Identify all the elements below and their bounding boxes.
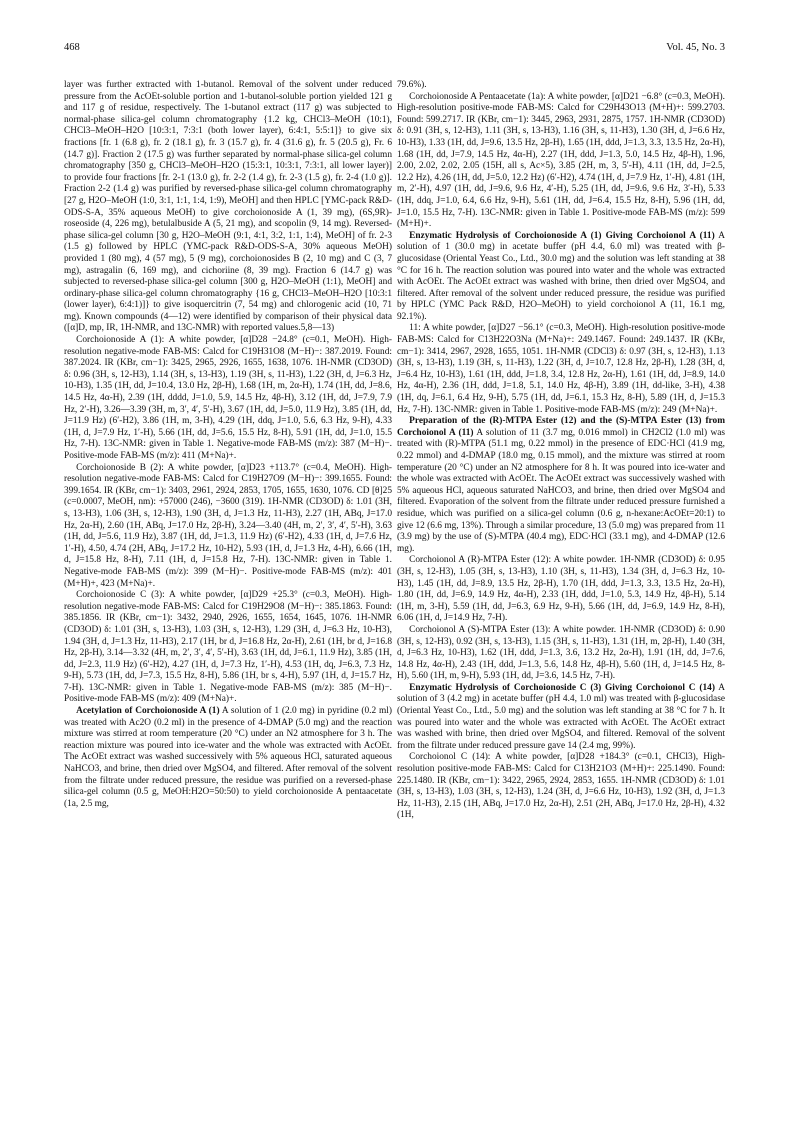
section-heading: Enzymatic Hydrolysis of Corchoionoside C (3) Giving Corchoionol C (14) xyxy=(409,682,715,693)
paragraph xyxy=(64,80,392,335)
paragraph-text: A solution of 11 (3.7 mg, 0.016 mmol) in CH2Cl2 (1.0 ml) was treated with (R)-MTPA (51.1 mg, 0.22 mmol) in the presence of EDC·HCl (41.9 mg, 0.22 mmol) and 4-DMAP (18.0 mg, 0.15 mmol), and the mixture was stirred at room temperature (20 °C) under an N2 atmosphere for 8 h. It was poured into ice-water and the whole was extracted with AcOEt. The AcOEt extract was successively washed with 5% aqueous HCl, aqueous saturated NaHCO3, and brine, then dried over MgSO4 and filtered. Evaporation of the solvent from the filtrate under reduced pressure furnished a residue, which was purified on a silica-gel column (0.6 g, n-hexane:AcOEt=20:1) to give 12 (6.6 mg, 13%). Through a similar procedure, 13 (5.0 mg) was prepared from 11 (3.9 mg) by the use of (S)-MTPA (40.4 mg), EDC·HCl (33.1 mg), and 4-DMAP (12.6 mg). xyxy=(397,427,725,554)
paragraph-text: Corchoionol A (R)-MTPA Ester (12): A white powder. 1H-NMR (CD3OD) δ: 0.95 (3H, s, 12-H3), 1.05 (3H, s, 13-H3), 1.10 (3H, s, 11-H3), 1.34 (3H, d, J=6.3 Hz, 10-H3), 1.45 (1H, dd, J=8.9, 13.5 Hz, 2β-H), 1.70 (1H, ddd, J=1.3, 3.3, 13.5 Hz, 2α-H), 1.80 (1H, dd, J=6.9, 14.9 Hz, 4α-H), 2.33 (1H, ddd, J=1.0, 5.3, 14.9 Hz, 4β-H), 5.14 (1H, m, 3-H), 5.59 (1H, dd, J=6.3, 6.9 Hz, 9-H), 5.66 (1H, dd, J=6.9, 14.9 Hz, 8-H), 6.06 (1H, d, J=14.9 Hz, 7-H). xyxy=(397,555,725,624)
paragraph xyxy=(64,706,392,810)
paragraph xyxy=(64,335,392,463)
paragraph-text: A solution of 1 (2.0 mg) in pyridine (0.2 ml) was treated with Ac2O (0.2 ml) in the presence of 4-DMAP (5.0 mg) and the reaction mixture was stirred at room temperature (20 °C) under an N2 atmosphere for 3 h. The reaction mixture was poured into ice-water and the whole was extracted with AcOEt. The AcOEt extract was washed successively with 5% aqueous HCl, saturated aqueous NaHCO3, and brine, then dried over MgSO4, and filtered. After removal of the solvent from the filtrate under reduced pressure, the residue was purified on a reversed-phase silica-gel column (0.5 g, MeOH:H2O=50:50) to yield corchoionoside A pentaacetate (1a, 2.5 mg, xyxy=(64,706,392,809)
paragraph-text: Corchoionol C (14): A white powder, [α]D28 +184.3° (c=0.1, CHCl3), High-resolution positive-mode FAB-MS: Calcd for C13H21O3 (M+H)+: 225.1490. Found: 225.1480. IR (KBr, cm−1): 3422, 2965, 2924, 2853, 1655. 1H-NMR (CD3OD) δ: 1.01 (3H, s, 13-H3), 1.03 (3H, s, 12-H3), 1.24 (3H, d, J=6.6 Hz, 10-H3), 1.92 (3H, d, J=1.3 Hz, 11-H3), 2.15 (1H, ABq, J=17.0 Hz, 2α-H), 2.51 (2H, ABq, J=17.0 Hz, 2β-H), 4.32 (1H, xyxy=(397,752,725,821)
paragraph-text: layer was further extracted with 1-butanol. Removal of the solvent under reduced pressure from the AcOEt-soluble portion and 1-butanol-soluble portion yielded 121 g and 117 g of residue, respectively. The 1-butanol extract (117 g) was subjected to normal-phase silica-gel column chromatography {1.2 kg, CHCl3–MeOH (10:1), CHCl3–MeOH–H2O [10:3:1, 7:3:1 (both lower layer), 6:4:1, 5:5:1]} to give six fractions [fr. 1 (6.8 g), fr. 2 (18.1 g), fr. 3 (15.7 g), fr. 4 (31.6 g), fr. 5 (20.5 g), Fr. 6 (14.7 g)]. Fraction 2 (17.5 g) was further separated by normal-phase silica-gel column chromatography [350 g, CHCl3–MeOH–H2O (15:3:1, 10:3:1, 7:3:1, all lower layer)] to provide four fractions [fr. 2-1 (13.0 g), fr. 2-2 (1.4 g), fr. 2-3 (1.5 g), fr. 2-4 (1.0 g)]. Fraction 2-2 (1.4 g) was purified by reversed-phase silica-gel column chromatography [27 g, H2O–MeOH (1:0, 3:1, 1:1, 1:4, 1:9), MeOH] and then HPLC [YMC-pack R&D-ODS-S-A, 35% aqueous MeOH) to give corchoionoside A (1, 39 mg), (6S,9R)-roseoside (4, 226 mg), betulalbuside A (5, 21 mg), and scopolin (9, 14 mg). Reversed-phase silica-gel column [30 g, H2O–MeOH (9:1, 4:1, 3:2, 1:1, 1:4), MeOH] of fr. 2-3 (1.5 g) followed by HPLC (YMC-pack R&D-ODS-S-A, 30% aqueous MeOH) provided 1 (80 mg), 4 (57 mg), 5 (9 mg), corchoionosides B (2, 10 mg) and C (3, 7 mg), astragalin (6, 169 mg), and cichoriine (8, 39 mg). Fraction 6 (14.7 g) was subjected to reversed-phase silica-gel column [300 g, H2O–MeOH (1:1), MeOH] and ordinary-phase silica-gel column chromatography {16 g, CHCl3–MeOH–H2O [10:3:1 (lower layer), 6:4:1)]} to give isoquercitrin (7, 54 mg) and chlorogenic acid (10, 71 mg). Known compounds (4—12) were identified by comparison of their physical data ([α]D, mp, IR, 1H-NMR, and 13C-NMR) with reported values.5,8—13) xyxy=(64,80,392,334)
paragraph xyxy=(64,463,392,591)
paragraph-text: Corchoionoside A (1): A white powder, [α]D28 −24.8° (c=0.1, MeOH). High-resolution negative-mode FAB-MS: Calcd for C19H31O8 (M−H)−: 387.2019. Found: 387.2024. IR (KBr, cm−1): 3425, 2965, 2926, 1655, 1638, 1076. 1H-NMR (CD3OD) δ: 0.96 (3H, s, 12-H3), 1.14 (3H, s, 13-H3), 1.19 (3H, s, 11-H3), 1.22 (3H, d, J=6.3 Hz, 10-H3), 1.35 (1H, dd, J=10.4, 13.0 Hz, 2β-H), 1.68 (1H, m, 2α-H), 1.74 (1H, dd, J=8.6, 14.5 Hz, 4α-H), 2.39 (1H, dddd, J=1.0, 5.9, 14.5 Hz, 4β-H), 3.12 (1H, dd, J=7.9, 7.9 Hz, 2′-H), 3.26—3.39 (3H, m, 3′, 4′, 5′-H), 3.67 (1H, dd, J=5.0, 11.9 Hz), 3.85 (1H, dd, J=11.9 Hz) (6′-H2), 3.86 (1H, m, 3-H), 4.29 (1H, ddq, J=1.0, 5.6, 6.3 Hz, 9-H), 4.33 (1H, d, J=7.9 Hz, 1′-H), 5.66 (1H, dd, J=5.6, 15.5 Hz, 8-H), 5.91 (1H, dd, J=1.0, 15.5 Hz, 7-H). 13C-NMR: given in Table 1. Negative-mode FAB-MS (m/z): 387 (M−H)−. Positive-mode FAB-MS (m/z): 411 (M+Na)+. xyxy=(64,335,392,461)
paragraph xyxy=(397,555,725,625)
paragraph xyxy=(397,416,725,555)
left-column xyxy=(64,80,392,810)
paragraph xyxy=(397,752,725,822)
section-heading: Enzymatic Hydrolysis of Corchoionoside A (1) Giving Corchoionol A (11) xyxy=(409,230,715,241)
section-heading: Acetylation of Corchoionoside A (1) xyxy=(76,706,220,717)
paragraph-text: Corchoionoside A Pentaacetate (1a): A white powder, [α]D21 −6.8° (c=0.3, MeOH). High-resolution positive-mode FAB-MS: Calcd for C29H43O13 (M+H)+: 599.2703. Found: 599.2717. IR (KBr, cm−1): 3445, 2963, 2931, 2875, 1757. 1H-NMR (CD3OD) δ: 0.91 (3H, s, 12-H3), 1.11 (3H, s, 13-H3), 1.16 (3H, s, 11-H3), 1.30 (3H, d, J=6.6 Hz, 10-H3), 1.33 (1H, dd, J=9.6, 13.5 Hz, 2β-H), 1.65 (1H, ddd, J=1.3, 3.3, 13.5 Hz, 2α-H), 1.68 (1H, dd, J=7.9, 14.5 Hz, 4α-H), 2.27 (1H, ddd, J=1.3, 5.0, 14.5 Hz, 4β-H), 1.96, 2.00, 2.02, 2.02, 2.05 (15H, all s, Ac×5), 3.85 (2H, m, 3, 5′-H), 4.11 (1H, dd, J=2.5, 12.2 Hz), 4.26 (1H, dd, J=5.0, 12.2 Hz) (6′-H2), 4.74 (1H, d, J=7.9 Hz, 1′-H), 4.81 (1H, m, 2′-H), 4.97 (1H, dd, J=9.6, 9.6 Hz, 4′-H), 5.25 (1H, dd, J=9.6, 9.6 Hz, 3′-H), 5.33 (1H, ddq, J=1.0, 6.4, 6.6 Hz, 9-H), 5.61 (1H, dd, J=6.4, 15.5 Hz, 8-H), 5.96 (1H, dd, J=1.0, 15.5 Hz, 7-H). 13C-NMR: given in Table 1. Positive-mode FAB-MS (m/z): 599 (M+H)+. xyxy=(397,91,725,230)
paragraph xyxy=(397,231,725,324)
page-number: 468 xyxy=(64,42,80,53)
paragraph-text: Corchoionol A (S)-MTPA Ester (13): A white powder. 1H-NMR (CD3OD) δ: 0.90 (3H, s, 12-H3), 0.92 (3H, s, 13-H3), 1.15 (3H, s, 11-H3), 1.31 (1H, m, 2β-H), 1.40 (3H, d, J=6.3 Hz, 10-H3), 1.62 (1H, ddd, J=1.3, 3.6, 13.2 Hz, 2α-H), 1.91 (1H, dd, J=7.6, 14.8 Hz, 4α-H), 2.43 (1H, ddd, J=1.3, 5.6, 14.8 Hz, 4β-H), 5.60 (1H, d, J=14.5 Hz, 8-H), 5.60 (1H, m, 9-H), 5.93 (1H, dd, J=3.6, 14.5 Hz, 7-H). xyxy=(397,624,725,682)
paragraph-text: A solution of 3 (4.2 mg) in acetate buffer (pH 4.4, 1.0 ml) was treated with β-glucosidase (Oriental Yeast Co., Ltd., 5.0 mg) and the solution was left standing at 38 °C for 7 h. It was poured into water and the whole was extracted with AcOEt. The AcOEt extract was washed with brine, then dried over MgSO4, and filtered. Removal of the solvent from the filtrate under reduced pressure gave 14 (2.4 mg, 99%). xyxy=(397,682,725,751)
journal-volume: Vol. 45, No. 3 xyxy=(666,42,725,53)
paragraph xyxy=(397,625,725,683)
paragraph-text: 11: A white powder, [α]D27 −56.1° (c=0.3, MeOH). High-resolution positive-mode FAB-MS: Calcd for C13H22O3Na (M+Na)+: 249.1467. Found: 249.1437. IR (KBr, cm−1): 3414, 2967, 2928, 1655, 1051. 1H-NMR (CDCl3) δ: 0.97 (3H, s, 12-H3), 1.13 (3H, s, 13-H3), 1.19 (3H, s, 11-H3), 1.22 (3H, d, J=10.7, 12.8 Hz, 2β-H), 1.28 (3H, d, J=6.4 Hz, 10-H3), 1.61 (1H, ddd, J=1.8, 3.4, 12.8 Hz, 2α-H), 1.61 (1H, dd, J=8.9, 14.0 Hz, 4α-H), 2.36 (1H, ddd, J=1.8, 5.1, 14.0 Hz, 4β-H), 3.89 (1H, dd-like, 3-H), 4.38 (1H, dq, J=6.1, 6.4 Hz, 9-H), 5.75 (1H, dd, J=6.1, 15.3 Hz, 8-H), 5.89 (1H, d, J=15.3 Hz, 7-H). 13C-NMR: given in Table 1. Positive-mode FAB-MS (m/z): 249 (M+Na)+. xyxy=(397,323,725,415)
paragraph-text: A solution of 1 (30.0 mg) in acetate buffer (pH 4.4, 6.0 ml) was treated with β-glucosidase (Oriental Yeast Co., Ltd., 30.0 mg) and the solution was left standing at 38 °C for 16 h. The reaction solution was poured into water and the whole was extracted with AcOEt. The AcOEt extract was washed with brine, then dried over MgSO4, and filtered. After removal of the solvent under reduced pressure, the residue was purified by HPLC (YMC Pack R&D, H2O–MeOH) to yield corchoionol A (11, 16.1 mg, 92.1%). xyxy=(397,230,725,322)
section-heading: Preparation of the (R)-MTPA Ester (12) and the (S)-MTPA Ester (13) from Corchoionol A (11) xyxy=(397,416,725,438)
paragraph xyxy=(397,80,725,92)
paragraph xyxy=(397,323,725,416)
paragraph-text: Corchoionoside B (2): A white powder, [α]D23 +113.7° (c=0.4, MeOH). High-resolution negative-mode FAB-MS: Calcd for C19H27O9 (M−H)−: 399.1655. Found: 399.1654. IR (KBr, cm−1): 3403, 2961, 2924, 2853, 1705, 1655, 1630, 1076. CD [θ]25 (c=0.0007, MeOH, nm): +57000 (246), −3600 (319). 1H-NMR (CD3OD) δ: 1.01 (3H, s, 13-H3), 1.06 (3H, s, 12-H3), 1.90 (3H, d, J=1.3 Hz, 11-H3), 2.27 (1H, ABq, J=17.0 Hz, 2α-H), 2.60 (1H, ABq, J=17.0 Hz, 2β-H), 3.24—3.40 (4H, m, 2′, 3′, 4′, 5′-H), 3.63 (1H, dd, J=5.6, 11.9 Hz), 3.87 (1H, dd, J=1.3, 11.9 Hz) (6′-H2), 4.33 (1H, d, J=7.6 Hz, 1′-H), 4.50, 4.74 (2H, ABq, J=17.2 Hz, 10-H2), 5.93 (1H, d, J=1.3 Hz, 4-H), 6.66 (1H, d, J=15.8 Hz, 8-H), 7.11 (1H, d, J=15.8 Hz, 7-H). 13C-NMR: given in Table 1. Negative-mode FAB-MS (m/z): 399 (M−H)−. Positive-mode FAB-MS (m/z): 401 (M+H)+, 423 (M+Na)+. xyxy=(64,462,392,589)
paragraph-text: 79.6%). xyxy=(397,80,427,90)
paragraph xyxy=(397,92,725,231)
paragraph xyxy=(397,683,725,753)
paragraph-text: Corchoionoside C (3): A white powder, [α]D29 +25.3° (c=0.3, MeOH). High-resolution negative-mode FAB-MS: Calcd for C19H29O8 (M−H)−: 385.1863. Found: 385.1856. IR (KBr, cm−1): 3432, 2940, 2926, 1655, 1654, 1645, 1076. 1H-NMR (CD3OD) δ: 1.01 (3H, s, 13-H3), 1.03 (3H, s, 12-H3), 1.29 (3H, d, J=6.3 Hz, 10-H3), 1.94 (3H, d, J=1.3 Hz, 11-H3), 2.17 (1H, br d, J=16.8 Hz, 2α-H), 2.61 (1H, br d, J=16.8 Hz, 2β-H), 3.14—3.32 (4H, m, 2′, 3′, 4′, 5′-H), 3.63 (1H, dd, J=6.1, 11.9 Hz), 3.85 (1H, dd, J=2.3, 11.9 Hz) (6′-H2), 4.27 (1H, d, J=7.3 Hz, 1′-H), 4.53 (1H, dq, J=6.3, 7.3 Hz, 9-H), 5.73 (1H, dd, J=7.3, 15.5 Hz, 8-H), 5.86 (1H, br s, 4-H), 5.97 (1H, d, J=15.7 Hz, 7-H). 13C-NMR: given in Table 1. Negative-mode FAB-MS (m/z): 385 (M−H)−. Positive-mode FAB-MS (m/z): 409 (M+Na)+. xyxy=(64,590,392,705)
right-column xyxy=(397,80,725,822)
paragraph xyxy=(64,590,392,706)
